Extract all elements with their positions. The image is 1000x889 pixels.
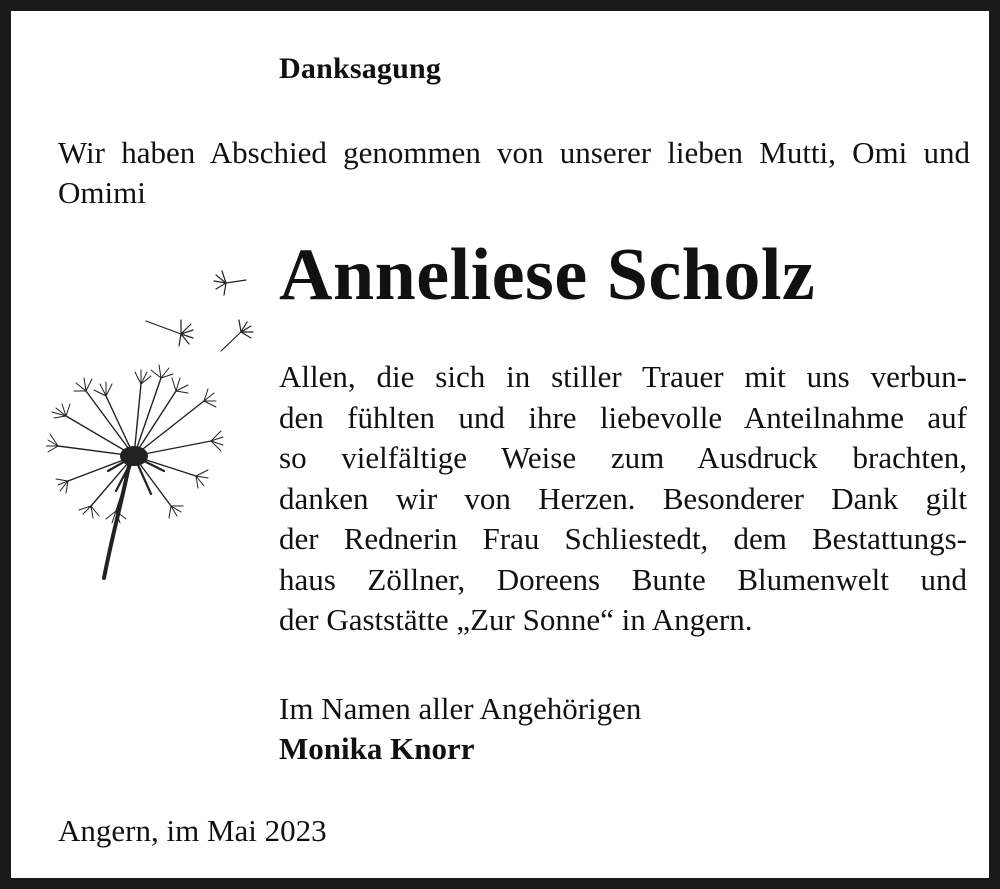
thanks-line: so vielfältige Weise zum Ausdruck brachten,: [279, 440, 967, 475]
thanks-line: der Gaststätte „Zur Sonne“ in Angern.: [279, 602, 753, 637]
deceased-name: Anneliese Scholz: [279, 234, 816, 316]
place-date: Angern, im Mai 2023: [58, 813, 327, 848]
thanks-line: den fühlten und ihre liebevolle Anteilnahme auf: [279, 399, 967, 435]
notice-heading: Danksagung: [279, 52, 442, 85]
signer-name: Monika Knorr: [279, 731, 475, 766]
thanks-line: der Rednerin Frau Schliestedt, dem Bestattungs-: [279, 521, 967, 556]
thanks-line: danken wir von Herzen. Besonderer Dank gilt: [279, 480, 967, 516]
thanks-line: haus Zöllner, Doreens Bunte Blumenwelt und: [279, 561, 967, 597]
closing-block: [279, 689, 641, 769]
thanks-line: Allen, die sich in stiller Trauer mit uns verbun-: [279, 359, 967, 394]
closing-phrase: Im Namen aller Angehörigen: [279, 691, 642, 726]
dandelion-icon: [46, 266, 271, 586]
intro-text: Wir haben Abschied genommen von unserer lieben Mutti, Omi und Omimi: [58, 135, 970, 210]
thanks-paragraph: [279, 357, 967, 641]
